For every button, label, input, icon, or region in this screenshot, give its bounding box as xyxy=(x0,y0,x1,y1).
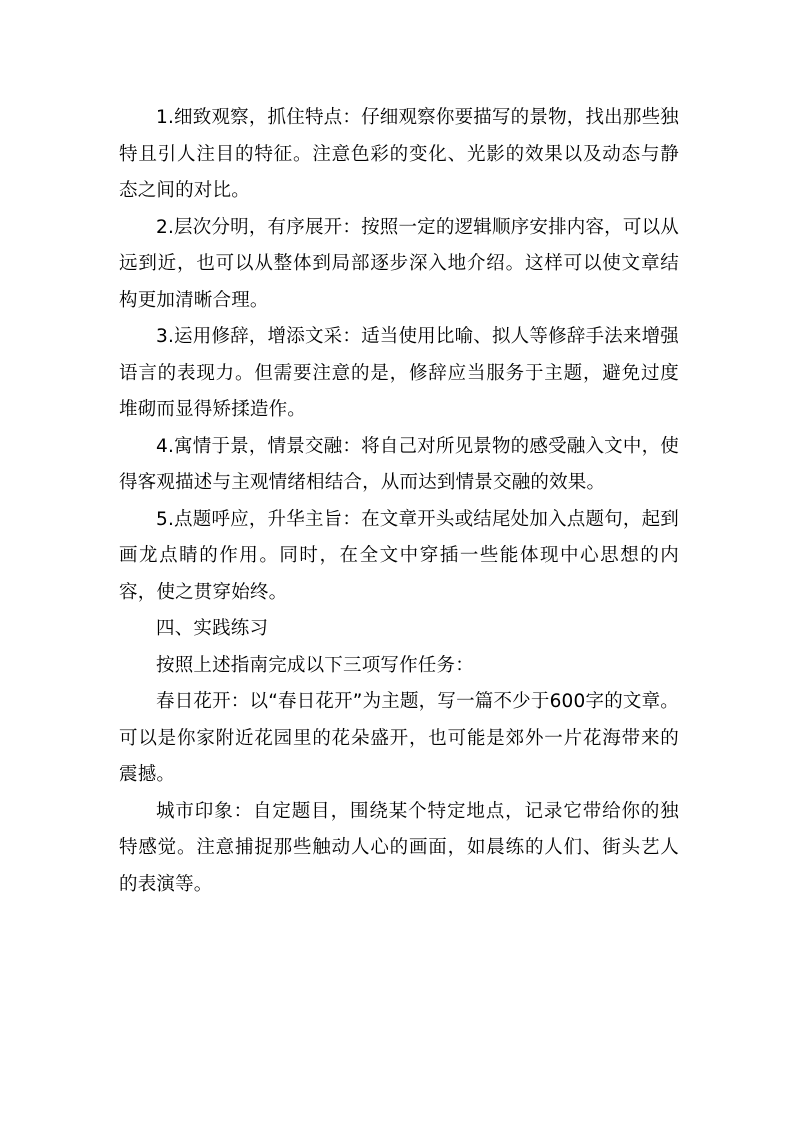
tip-theme-paragraph: 5.点题呼应，升华主旨：在文章开头或结尾处加入点题句，起到画龙点睛的作用。同时，在全文中穿插一些能体现中心思想的内容，使之贯穿始终。 xyxy=(119,508,679,603)
tip-observe-paragraph: 1.细致观察，抓住特点：仔细观察你要描写的景物，找出那些独特且引人注目的特征。注意色彩的变化、光影的效果以及动态与静态之间的对比。 xyxy=(119,107,679,201)
tasks-intro-paragraph: 按照上述指南完成以下三项写作任务： xyxy=(156,654,474,676)
task-spring-flowers-paragraph: 春日花开：以“春日花开”为主题，写一篇不少于600字的文章。可以是你家附近花园里的花朵盛开，也可能是郊外一片花海带来的震撼。 xyxy=(119,691,679,785)
tip-structure-paragraph: 2.层次分明，有序展开：按照一定的逻辑顺序安排内容，可以从远到近，也可以从整体到局部逐步深入地介绍。这样可以使文章结构更加清晰合理。 xyxy=(119,216,679,311)
tip-emotion-paragraph: 4.寓情于景，情景交融：将自己对所见景物的感受融入文中，使得客观描述与主观情绪相结合，从而达到情景交融的效果。 xyxy=(119,435,679,493)
document-body xyxy=(119,100,679,903)
task-city-impression-paragraph: 城市印象：自定题目，围绕某个特定地点，记录它带给你的独特感觉。注意捕捉那些触动人心的画面，如晨练的人们、街头艺人的表演等。 xyxy=(119,800,679,895)
tip-rhetoric-paragraph: 3.运用修辞，增添文采：适当使用比喻、拟人等修辞手法来增强语言的表现力。但需要注意的是，修辞应当服务于主题，避免过度堆砌而显得矫揉造作。 xyxy=(119,326,679,420)
section-heading: 四、实践练习 xyxy=(156,618,269,639)
